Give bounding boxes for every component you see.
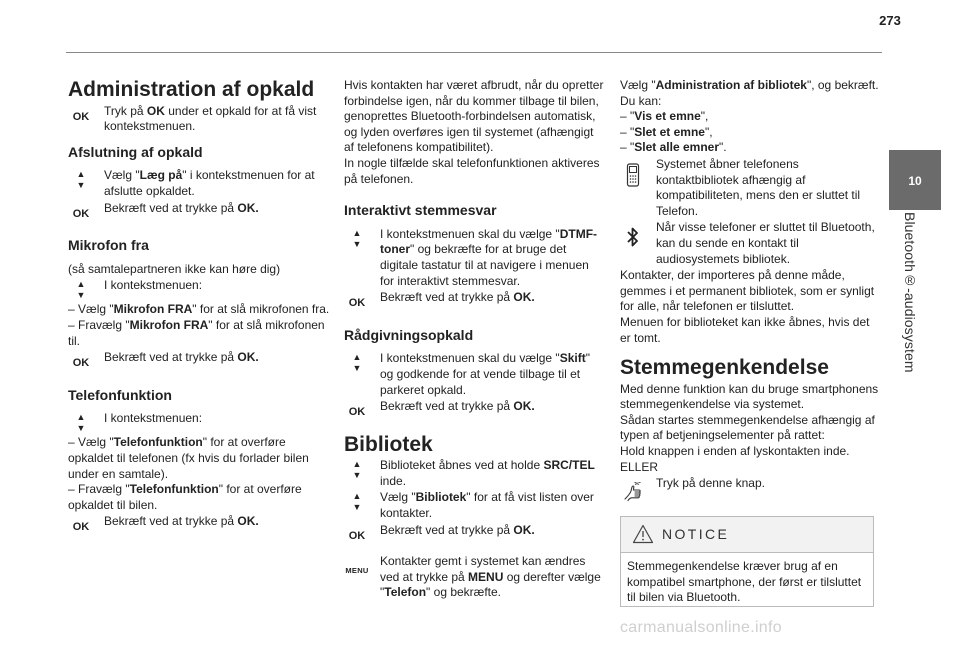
heading-phone-function: Telefonfunktion [68, 386, 172, 403]
list-item: – "Slet et emne", [620, 125, 882, 141]
instruction-row: OK Bekræft ved at trykke på OK. [68, 350, 330, 372]
list-item: – "Slet alle emner". [620, 140, 882, 156]
instruction-row: OK Bekræft ved at trykke på OK. [344, 523, 606, 545]
ok-button-icon: OK [72, 207, 90, 220]
up-down-arrows-icon: ▲ ▼ [76, 412, 86, 434]
notice-box [620, 516, 874, 607]
page-number: 273 [879, 13, 901, 28]
list-item: – Vælg "Telefonfunktion" for at overføre opkaldet til telefonen (fx hvis du forlader bilen under en samtale). [68, 435, 330, 482]
instruction-row: OK Bekræft ved at trykke på OK. [68, 201, 330, 223]
instruction-row: ▲ ▼ Biblioteket åbnes ved at holde SRC/TEL inde. [344, 458, 606, 489]
list-item: – Vælg "Mikrofon FRA" for at slå mikrofonen fra. [68, 302, 330, 318]
instruction-row: Systemet åbner telefonens kontaktbibliotek afhængig af kompatibiliteten, mens den er sluttet til Telefon. [620, 157, 882, 219]
instruction-row: ▲ ▼ Vælg "Bibliotek" for at få vist listen over kontakter. [344, 490, 606, 521]
up-down-arrows-icon: ▲ ▼ [352, 352, 362, 374]
ok-button-icon: OK [72, 521, 90, 534]
up-down-arrows-icon: ▲ ▼ [352, 459, 362, 481]
column-3 [620, 78, 882, 509]
column-1 [68, 70, 330, 537]
heading-consult-call: Rådgivningsopkald [344, 326, 474, 343]
up-down-arrows-icon: ▲ ▼ [352, 227, 362, 249]
section-title-voice-recognition: Stemmegenkendelse [620, 356, 829, 380]
instruction-row: ▲ ▼ I kontekstmenuen: [68, 278, 330, 301]
instruction-row: MENU Kontakter gemt i systemet kan ændres ved at trykke på MENU og derefter vælge "Telefon" og bekræfte. [345, 554, 601, 600]
instruction-row: Tryk på denne knap. [620, 476, 882, 508]
ok-button-icon: OK [72, 357, 90, 370]
up-down-arrows-icon: ▲ ▼ [352, 491, 362, 513]
voice-command-hand-icon [620, 476, 646, 508]
list-item: – Fravælg "Mikrofon FRA" for at slå mikrofonen til. [68, 318, 330, 349]
chapter-tab[interactable] [889, 150, 941, 210]
ok-button-icon: OK [348, 529, 366, 542]
voice-or: ELLER [620, 459, 659, 474]
instruction-row: ▲ ▼ I kontekstmenuen skal du vælge "Skift" og godkende for at vende tilbage til et parkeret opkald. [344, 351, 606, 398]
mobile-phone-icon [620, 157, 646, 193]
heading-ivr: Interaktivt stemmesvar [344, 202, 497, 219]
instruction-row: Når visse telefoner er sluttet til Bluetooth, kan du sende en kontakt til audiosystemets bibliotek. [620, 220, 882, 267]
notice-label: NOTICE [662, 526, 730, 542]
instruction-row: OK Bekræft ved at trykke på OK. [344, 399, 606, 421]
notice-body: Stemmegenkendelse kræver brug af en kompatibel smartphone, der først er tilsluttet til bilen via Bluetooth. [627, 559, 862, 605]
up-down-arrows-icon: ▲ ▼ [76, 169, 86, 191]
instruction-row: ▲ ▼ I kontekstmenuen skal du vælge "DTMF-toner" og bekræfte for at bruge det digitale tastatur til at navigere i menuen for interaktivt stemmesvar. [344, 227, 606, 289]
notice-header [621, 517, 873, 553]
section-title-call-management: Administration af opkald [68, 78, 315, 101]
ok-button-icon: OK [348, 297, 366, 310]
list-item: – Fravælg "Telefonfunktion" for at overføre opkaldet til bilen. [68, 482, 330, 513]
instruction-row: OK Bekræft ved at trykke på OK. [68, 514, 330, 536]
instruction-row: ▲ ▼ Vælg "Læg på" i kontekstmenuen for at afslutte opkaldet. [68, 168, 330, 199]
heading-mic-off: Mikrofon fra [68, 237, 149, 254]
chapter-side-title: Bluetooth®-audiosystem [902, 212, 918, 373]
header-rule [66, 52, 882, 53]
chapter-number: 10 [908, 174, 922, 188]
up-down-arrows-icon: ▲ ▼ [76, 279, 86, 301]
reconnect-paragraph: Hvis kontakten har været afbrudt, når du opretter forbindelse igen, når du kommer tilbage til bilen, genoprettes Bluetooth-forbindelsen automatisk, og lyden overføres igen til systemet (afhængigt af telefonens kompatibilitet). [344, 78, 604, 155]
ok-button-icon: OK [348, 406, 366, 419]
instruction-row: ▲ ▼ I kontekstmenuen: [68, 411, 330, 434]
section-title-directory: Bibliotek [344, 432, 433, 456]
watermark: carmanualsonline.info [620, 619, 782, 636]
instruction-row: OK Bekræft ved at trykke på OK. [344, 290, 606, 312]
menu-button-icon: MENU [345, 566, 369, 576]
bluetooth-icon [620, 220, 646, 254]
heading-end-call: Afslutning af opkald [68, 143, 203, 160]
list-item: – "Vis et emne", [620, 109, 882, 125]
voice-paragraph-1: Med denne funktion kan du bruge smartphonens stemmegenkendelse via systemet. [620, 381, 879, 412]
directory-management-line: Vælg "Administration af bibliotek", og bekræft. [620, 78, 879, 92]
instruction-row: OK Tryk på OK under et opkald for at få vist kontekstmenuen. [68, 104, 330, 135]
mic-note: (så samtalepartneren ikke kan høre dig) [68, 261, 281, 276]
empty-menu-note: Menuen for biblioteket kan ikke åbnes, hvis det er tomt. [620, 314, 870, 345]
warning-triangle-icon [632, 524, 654, 544]
you-can-line: Du kan: [620, 93, 662, 108]
reconnect-paragraph-2: In nogle tilfælde skal telefonfunktionen aktiveres på telefonen. [344, 155, 600, 186]
voice-paragraph-3: Hold knappen i enden af lyskontakten inde. [620, 444, 850, 459]
column-2 [344, 78, 606, 602]
import-note: Kontakter, der importeres på denne måde, gemmes i et permanent bibliotek, som er synligt for alle, når telefonen er tilsluttet. [620, 268, 875, 314]
voice-paragraph-2: Sådan startes stemmegenkendelse afhængig af typen af betjeningselementer på rattet: [620, 412, 875, 443]
ok-button-icon: OK [72, 110, 90, 123]
